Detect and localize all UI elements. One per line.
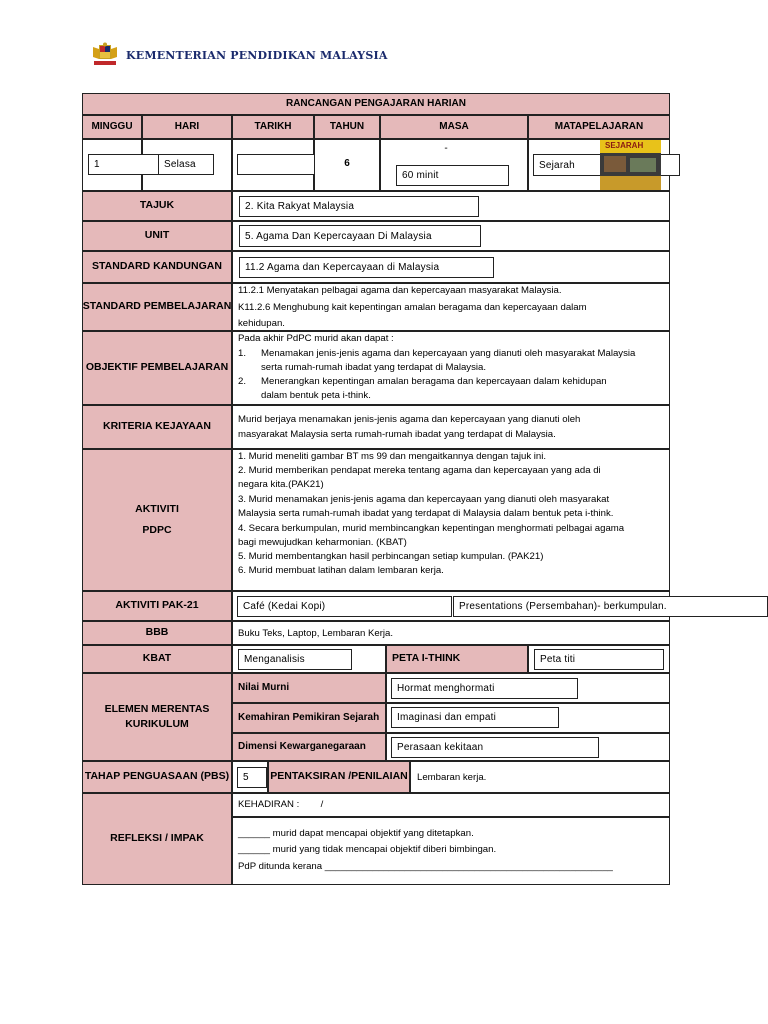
aktiviti-line: 4. Secara berkumpulan, murid membincangkan kepentingan menghormati pelbagai agama bbox=[238, 523, 625, 534]
label-elemen-line2: KURIKULUM bbox=[125, 718, 189, 730]
label-kbat: KBAT bbox=[142, 652, 172, 665]
tarikh-field[interactable] bbox=[237, 154, 315, 175]
col-tahun: TAHUN bbox=[329, 120, 365, 132]
objektif-number: 2. bbox=[238, 376, 247, 387]
label-kriteria: KRITERIA KEJAYAAN bbox=[103, 420, 211, 433]
unit-field[interactable]: 5. Agama Dan Kepercayaan Di Malaysia bbox=[239, 225, 481, 247]
standard-pembelajaran-line: kehidupan. bbox=[238, 318, 285, 329]
lesson-plan-table bbox=[82, 93, 670, 885]
label-tajuk: TAJUK bbox=[139, 199, 175, 212]
minggu-field[interactable]: 1 bbox=[88, 154, 160, 175]
kemahiran-field[interactable]: Imaginasi dan empati bbox=[391, 707, 559, 728]
col-masa: MASA bbox=[439, 120, 469, 132]
label-aktiviti-line2: PDPC bbox=[142, 524, 172, 536]
pentaksiran-value: Lembaran kerja. bbox=[417, 772, 487, 783]
aktiviti-line: negara kita.(PAK21) bbox=[238, 479, 324, 490]
col-tarikh: TARIKH bbox=[254, 120, 292, 132]
col-hari: HARI bbox=[174, 120, 200, 132]
label-aktiviti bbox=[82, 449, 232, 591]
aktiviti-line: bagi mewujudkan keharmonian. (KBAT) bbox=[238, 537, 407, 548]
standard-kandungan-field[interactable]: 11.2 Agama dan Kepercayaan di Malaysia bbox=[239, 257, 494, 278]
label-pentaksiran: PENTAKSIRAN /PENILAIAN bbox=[270, 770, 408, 783]
aktiviti-line: 5. Murid membentangkan hasil perbincangan setiap kumpulan. (PAK21) bbox=[238, 551, 544, 562]
textbook-cover-image bbox=[600, 140, 661, 190]
hari-field[interactable]: Selasa bbox=[158, 154, 214, 175]
label-tahap-penguasaan: TAHAP PENGUASAAN (PBS) bbox=[84, 770, 230, 783]
label-objektif: OBJEKTIF PEMBELAJARAN bbox=[85, 361, 229, 374]
aktiviti-line: 3. Murid menamakan jenis-jenis agama dan kepercayaan yang dianuti oleh masyarakat bbox=[238, 494, 610, 505]
objektif-line: Menerangkan kepentingan amalan beragama dan kepercayaan dalam kehidupan bbox=[261, 376, 607, 387]
refleksi-line: ______ murid yang tidak mencapai objektif diberi bimbingan. bbox=[238, 844, 497, 855]
tahun-value: 6 bbox=[344, 158, 350, 169]
label-standard-kandungan: STANDARD KANDUNGAN bbox=[92, 260, 222, 273]
standard-pembelajaran-line: 11.2.1 Menyatakan pelbagai agama dan kepercayaan masyarakat Malaysia. bbox=[238, 285, 562, 296]
label-standard-pembelajaran: STANDARD PEMBELAJARAN bbox=[82, 300, 232, 313]
kehadiran-line: KEHADIRAN : / bbox=[238, 799, 324, 810]
label-bbb: BBB bbox=[145, 626, 169, 639]
label-aktiviti-line1: AKTIVITI bbox=[135, 502, 179, 515]
aktiviti-line: 6. Murid membuat latihan dalam lembaran kerja. bbox=[238, 565, 444, 576]
ministry-crest bbox=[90, 42, 120, 68]
dimensi-field[interactable]: Perasaan kekitaan bbox=[391, 737, 599, 758]
label-peta-ithink: PETA I-THINK bbox=[392, 652, 461, 665]
label-pak21: AKTIVITI PAK-21 bbox=[115, 599, 199, 612]
aktiviti-line: 1. Murid meneliti gambar BT ms 99 dan mengaitkannya dengan tajuk ini. bbox=[238, 451, 547, 462]
refleksi-line: ______ murid dapat mencapai objektif yang ditetapkan. bbox=[238, 828, 474, 839]
label-nilai-murni: Nilai Murni bbox=[238, 681, 290, 693]
objektif-line: dalam bentuk peta i-think. bbox=[261, 390, 371, 401]
objektif-intro: Pada akhir PdPC murid akan dapat : bbox=[238, 333, 394, 344]
matapelajaran-field[interactable]: Sejarah bbox=[533, 154, 680, 176]
objektif-number: 1. bbox=[238, 348, 247, 359]
label-elemen-merentas bbox=[82, 673, 232, 761]
masa-range: - bbox=[444, 143, 448, 154]
label-refleksi: REFLEKSI / IMPAK bbox=[110, 832, 204, 845]
masa-duration-field[interactable]: 60 minit bbox=[396, 165, 509, 186]
label-unit: UNIT bbox=[144, 229, 170, 242]
tajuk-field[interactable]: 2. Kita Rakyat Malaysia bbox=[239, 196, 479, 217]
label-elemen-line1: ELEMEN MERENTAS bbox=[104, 702, 210, 715]
pak21-activity-1-field[interactable]: Café (Kedai Kopi) bbox=[237, 596, 452, 617]
col-minggu: MINGGU bbox=[91, 120, 133, 132]
label-dimensi: Dimensi Kewarganegaraan bbox=[238, 740, 366, 752]
pak21-activity-2-field[interactable]: Presentations (Persembahan)- berkumpulan. bbox=[453, 596, 768, 617]
ministry-name: KEMENTERIAN PENDIDIKAN MALAYSIA bbox=[126, 49, 388, 62]
objektif-line: Menamakan jenis-jenis agama dan kepercayaan yang dianuti oleh masyarakat Malaysia bbox=[261, 348, 636, 359]
kbat-field[interactable]: Menganalisis bbox=[238, 649, 352, 670]
objektif-line: serta rumah-rumah ibadat yang terdapat di Malaysia. bbox=[261, 362, 487, 373]
col-matapelajaran: MATAPELAJARAN bbox=[554, 120, 644, 132]
label-kemahiran: Kemahiran Pemikiran Sejarah bbox=[238, 711, 380, 723]
tahap-field[interactable]: 5 bbox=[237, 767, 267, 788]
aktiviti-line: 2. Murid memberikan pendapat mereka tentang agama dan kepercayaan yang ada di bbox=[238, 465, 601, 476]
peta-ithink-field[interactable]: Peta titi bbox=[534, 649, 664, 670]
kriteria-line: masyarakat Malaysia serta rumah-rumah ibadat yang terdapat di Malaysia. bbox=[238, 429, 556, 440]
nilai-murni-field[interactable]: Hormat menghormati bbox=[391, 678, 578, 699]
book-title-label: SEJARAH bbox=[605, 141, 644, 150]
refleksi-line: PdP ditunda kerana ______________________________________________________ bbox=[238, 861, 613, 872]
bbb-value: Buku Teks, Laptop, Lembaran Kerja. bbox=[238, 628, 394, 639]
standard-pembelajaran-line: K11.2.6 Menghubung kait kepentingan amalan beragama dan kepercayaan dalam bbox=[238, 302, 587, 313]
kriteria-line: Murid berjaya menamakan jenis-jenis agama dan kepercayaan yang dianuti oleh bbox=[238, 414, 581, 425]
aktiviti-line: Malaysia serta rumah-rumah ibadat yang terdapat di Malaysia dalam bentuk peta i-think. bbox=[238, 508, 614, 519]
form-title: RANCANGAN PENGAJARAN HARIAN bbox=[285, 97, 466, 109]
